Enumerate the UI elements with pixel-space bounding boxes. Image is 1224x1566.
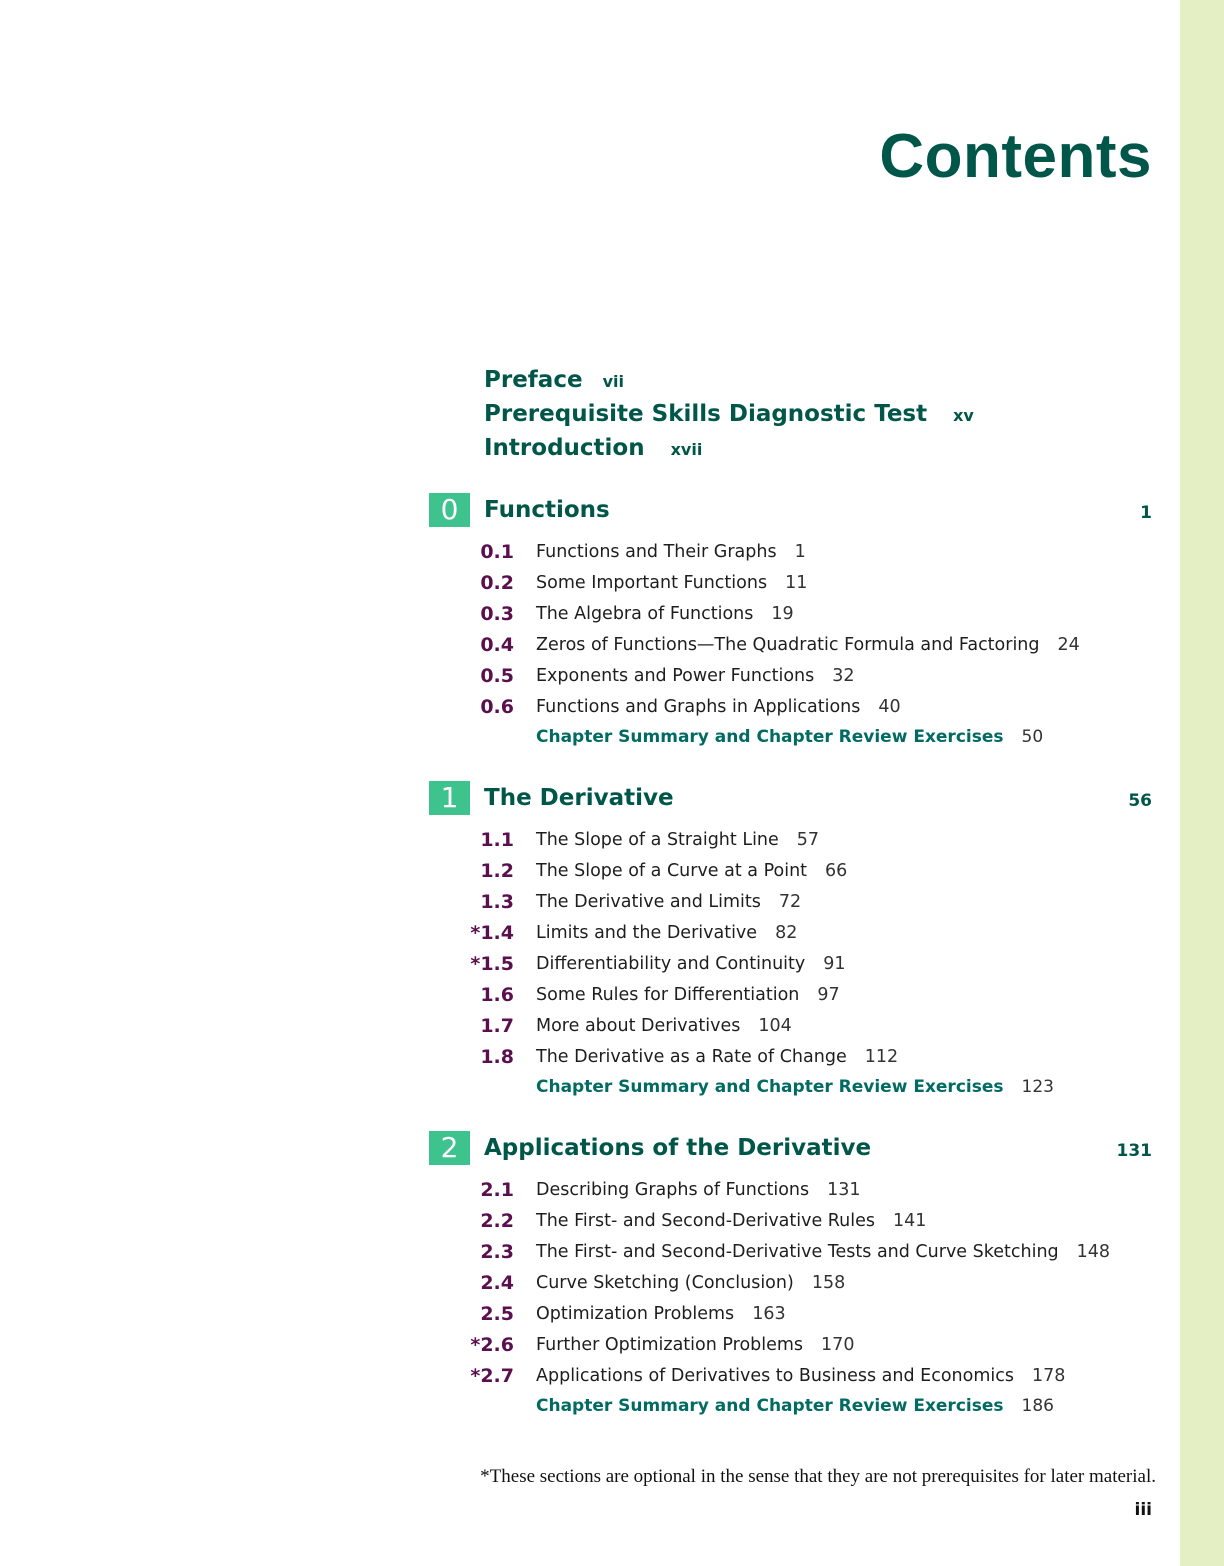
section-entry[interactable] (536, 1306, 786, 1324)
section-page: 104 (758, 1016, 792, 1036)
section-number: *2.6 (470, 1334, 514, 1356)
section-page: 24 (1057, 635, 1080, 655)
section-page: 82 (775, 923, 798, 943)
section-entry[interactable] (536, 606, 794, 624)
section-page: 32 (832, 666, 855, 686)
section-entry[interactable] (536, 1244, 1110, 1262)
chapter-summary-entry[interactable] (536, 1398, 1054, 1415)
chapter-number-box: 1 (429, 781, 470, 815)
chapter-page: 56 (1128, 791, 1152, 811)
section-number: 2.5 (480, 1303, 514, 1325)
section-number: 1.2 (480, 860, 514, 882)
section-page: 97 (817, 985, 840, 1005)
section-number: 1.6 (480, 984, 514, 1006)
section-title: More about Derivatives (536, 1016, 741, 1036)
section-title: The Slope of a Straight Line (536, 830, 779, 850)
section-number: 0.1 (480, 541, 514, 563)
toc-entry-preface[interactable] (484, 369, 624, 392)
section-page: 148 (1076, 1242, 1111, 1262)
section-title: Functions and Their Graphs (536, 542, 777, 562)
section-page: 40 (878, 697, 901, 717)
toc-entry-diagnostic-test[interactable] (484, 403, 974, 426)
section-title: The First- and Second-Derivative Rules (536, 1211, 876, 1231)
section-number: 1.7 (480, 1015, 514, 1037)
summary-label: Chapter Summary and Chapter Review Exercises (536, 1396, 1004, 1416)
page-title: Contents (879, 122, 1152, 191)
entry-label: Prerequisite Skills Diagnostic Test (484, 401, 928, 427)
section-entry[interactable] (536, 925, 797, 943)
section-number: 2.2 (480, 1210, 514, 1232)
footnote: *These sections are optional in the sense that they are not prerequisites for later material. (480, 1466, 1156, 1487)
section-page: 1 (794, 542, 806, 562)
entry-page: vii (602, 372, 624, 391)
section-entry[interactable] (536, 956, 846, 974)
section-number: 0.6 (480, 696, 514, 718)
section-number: 0.4 (480, 634, 514, 656)
section-entry[interactable] (536, 894, 801, 912)
chapter-summary-entry[interactable] (536, 1079, 1054, 1096)
section-title: The Slope of a Curve at a Point (536, 861, 808, 881)
entry-page: xv (953, 406, 974, 425)
section-title: Further Optimization Problems (536, 1335, 804, 1355)
side-color-band (1180, 0, 1224, 1566)
section-number: *1.4 (470, 922, 514, 944)
section-entry[interactable] (536, 1049, 898, 1067)
section-title: Some Rules for Differentiation (536, 985, 800, 1005)
chapter-number-box: 2 (429, 1131, 470, 1165)
summary-page: 50 (1021, 727, 1044, 747)
section-entry[interactable] (536, 1182, 861, 1200)
section-page: 141 (893, 1211, 927, 1231)
section-page: 112 (864, 1047, 899, 1067)
section-entry[interactable] (536, 1368, 1065, 1386)
section-title: Functions and Graphs in Applications (536, 697, 861, 717)
summary-page: 186 (1021, 1396, 1054, 1416)
section-number: 0.2 (480, 572, 514, 594)
chapter-page: 131 (1116, 1141, 1152, 1161)
section-number: 1.8 (480, 1046, 514, 1068)
section-title: The Algebra of Functions (536, 604, 754, 624)
entry-page: xvii (670, 440, 703, 459)
section-entry[interactable] (536, 987, 840, 1005)
section-entry[interactable] (536, 863, 847, 881)
section-entry[interactable] (536, 699, 901, 717)
section-title: Applications of Derivatives to Business and Economics (536, 1366, 1014, 1386)
chapter-title[interactable]: Applications of the Derivative (484, 1135, 872, 1161)
section-number: 0.5 (480, 665, 514, 687)
section-entry[interactable] (536, 1337, 854, 1355)
section-number: 1.3 (480, 891, 514, 913)
section-title: Limits and the Derivative (536, 923, 758, 943)
section-number: *1.5 (470, 953, 514, 975)
section-page: 72 (778, 892, 802, 912)
summary-page: 123 (1021, 1077, 1054, 1097)
page-number: iii (1134, 1500, 1152, 1520)
section-title: The Derivative and Limits (536, 892, 761, 912)
section-page: 57 (796, 830, 820, 850)
section-page: 178 (1031, 1366, 1066, 1386)
section-number: 2.4 (480, 1272, 514, 1294)
section-number: *2.7 (470, 1365, 514, 1387)
section-title: Optimization Problems (536, 1304, 735, 1324)
section-title: Curve Sketching (Conclusion) (536, 1273, 794, 1293)
chapter-title[interactable]: The Derivative (484, 785, 674, 811)
entry-label: Introduction (484, 435, 645, 461)
section-page: 91 (823, 954, 846, 974)
section-page: 163 (752, 1304, 786, 1324)
chapter-number-box: 0 (429, 493, 470, 527)
section-number: 2.3 (480, 1241, 514, 1263)
chapter-summary-entry[interactable] (536, 729, 1043, 746)
summary-label: Chapter Summary and Chapter Review Exercises (536, 1077, 1004, 1097)
section-title: Describing Graphs of Functions (536, 1180, 810, 1200)
section-entry[interactable] (536, 668, 855, 686)
section-entry[interactable] (536, 1213, 926, 1231)
section-page: 66 (825, 861, 848, 881)
section-number: 1.1 (480, 829, 514, 851)
section-title: The Derivative as a Rate of Change (536, 1047, 847, 1067)
section-title: Some Important Functions (536, 573, 768, 593)
chapter-page: 1 (1140, 503, 1152, 523)
section-number: 0.3 (480, 603, 514, 625)
summary-label: Chapter Summary and Chapter Review Exercises (536, 727, 1004, 747)
section-page: 158 (811, 1273, 846, 1293)
section-entry[interactable] (536, 544, 806, 562)
section-page: 170 (821, 1335, 855, 1355)
toc-entry-introduction[interactable] (484, 437, 702, 460)
section-entry[interactable] (536, 832, 819, 850)
section-number: 2.1 (480, 1179, 514, 1201)
section-title: Exponents and Power Functions (536, 666, 815, 686)
section-page: 11 (785, 573, 808, 593)
section-page: 19 (771, 604, 794, 624)
section-entry[interactable] (536, 575, 807, 593)
section-title: Differentiability and Continuity (536, 954, 806, 974)
section-title: The First- and Second-Derivative Tests and Curve Sketching (536, 1242, 1059, 1262)
section-entry[interactable] (536, 1018, 792, 1036)
chapter-title[interactable]: Functions (484, 497, 610, 523)
entry-label: Preface (484, 367, 583, 393)
section-entry[interactable] (536, 637, 1080, 655)
section-entry[interactable] (536, 1275, 845, 1293)
section-page: 131 (827, 1180, 861, 1200)
section-title: Zeros of Functions—The Quadratic Formula and Factoring (536, 635, 1040, 655)
